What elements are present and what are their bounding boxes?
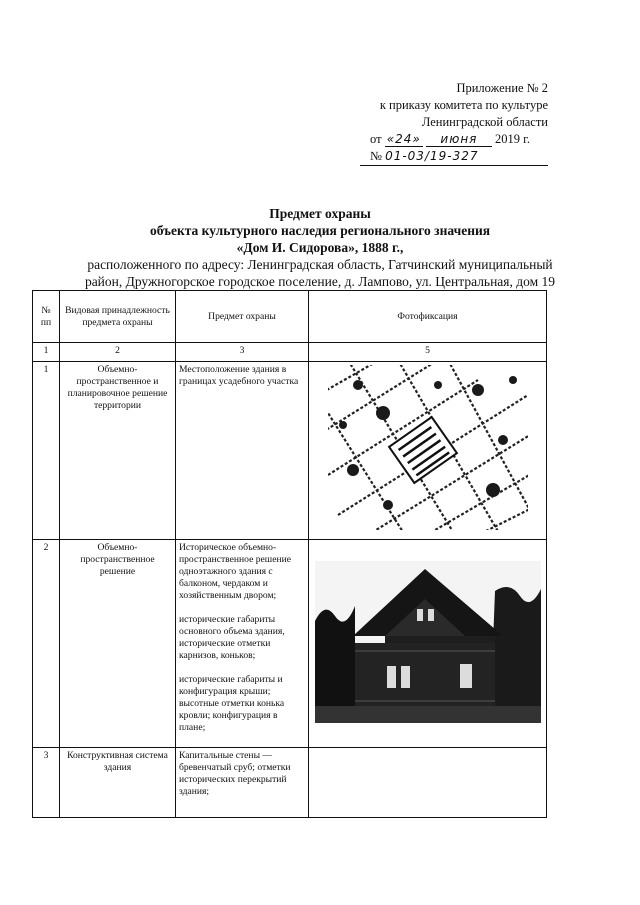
col-number: 5 xyxy=(309,343,547,362)
table-row xyxy=(33,362,547,540)
table-header-row xyxy=(33,291,547,343)
appendix-date xyxy=(360,131,548,148)
subject-item: исторические габариты основного объема здания, исторические отметки карнизов, коньков; xyxy=(179,614,285,661)
number-prefix: № xyxy=(370,149,382,163)
protection-table xyxy=(32,290,547,818)
address-line-1: расположенного по адресу: Ленинградская область, Гатчинский муниципальный xyxy=(87,257,553,272)
row-type: Объемно-пространственное решение xyxy=(60,540,176,748)
row-subject xyxy=(176,748,309,818)
subject-item: Местоположение здания в границах усадебного участка xyxy=(179,364,299,387)
aerial-map-image xyxy=(328,365,528,530)
col-number: 1 xyxy=(33,343,60,362)
photo-cell xyxy=(309,362,547,540)
title-line-3: «Дом И. Сидорова», 1888 г., xyxy=(236,240,404,255)
appendix-region: Ленинградской области xyxy=(421,115,548,129)
date-prefix: от xyxy=(370,132,382,146)
number-value: 01-03/19-327 xyxy=(385,149,479,163)
date-year: 2019 г. xyxy=(495,132,530,146)
header-type: Видовая принадлежность предмета охраны xyxy=(60,291,176,343)
title-line-2: объекта культурного наследия регионального значения xyxy=(149,223,491,238)
appendix-number xyxy=(360,148,548,166)
table-row xyxy=(33,748,547,818)
date-month: июня xyxy=(426,132,492,147)
document-title xyxy=(20,205,620,290)
column-number-row xyxy=(33,343,547,362)
row-number: 2 xyxy=(33,540,60,748)
subject-item: Историческое объемно-пространственное решение одноэтажного здания с балконом, чердаком и хозяйственным двором; xyxy=(179,542,291,601)
row-type: Конструктивная система здания xyxy=(60,748,176,818)
date-day: «24» xyxy=(386,132,421,146)
row-number: 1 xyxy=(33,362,60,540)
appendix-order-ref: к приказу комитета по культуре xyxy=(379,98,548,112)
photo-cell xyxy=(309,748,547,818)
table-row xyxy=(33,540,547,748)
house-photo-image xyxy=(315,561,541,723)
col-number: 3 xyxy=(176,343,309,362)
col-number: 2 xyxy=(60,343,176,362)
header-number: № пп xyxy=(33,291,60,343)
header-photo: Фотофиксация xyxy=(309,291,547,343)
appendix-title: Приложение № 2 xyxy=(456,81,548,95)
subject-item: Капитальные стены — бревенчатый сруб; отметки исторических перекрытий здания; xyxy=(179,750,291,797)
appendix-block xyxy=(360,80,548,166)
header-subject: Предмет охраны xyxy=(176,291,309,343)
row-type: Объемно-пространственное и планировочное решение территории xyxy=(60,362,176,540)
row-number: 3 xyxy=(33,748,60,818)
title-line-1: Предмет охраны xyxy=(269,206,371,221)
address-line-2: район, Дружногорское городское поселение, д. Лампово, ул. Центральная, дом 19 xyxy=(84,274,556,289)
row-subject xyxy=(176,362,309,540)
row-subject xyxy=(176,540,309,748)
subject-item: исторические габариты и конфигурация крыши; высотные отметки конька кровли; конфигурация в плане; xyxy=(179,674,285,733)
photo-cell xyxy=(309,540,547,748)
